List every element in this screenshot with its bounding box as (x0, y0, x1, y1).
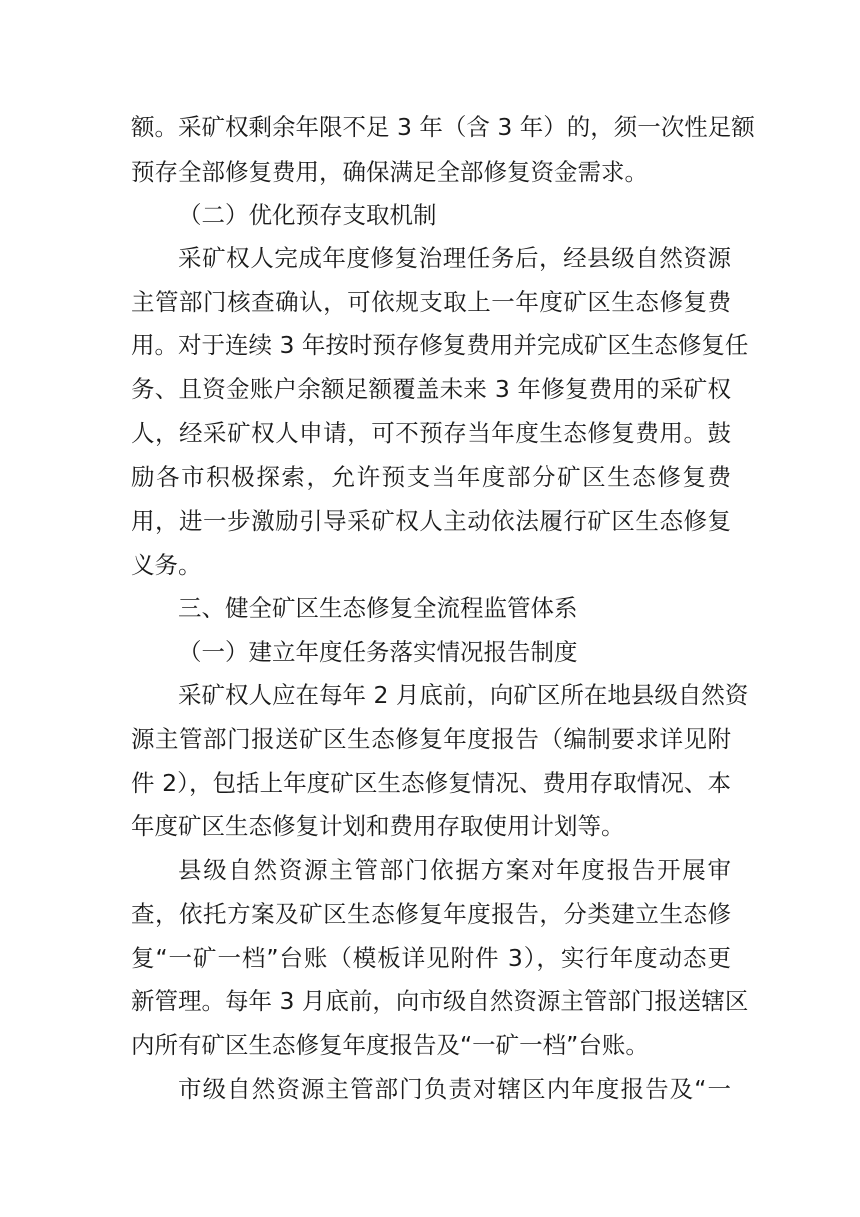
text-line: 县级自然资源主管部门依据方案对年度报告开展审 (178, 856, 731, 884)
text-line: 年度矿区生态修复计划和费用存取使用计划等。 (131, 812, 625, 840)
text-line: 查，依托方案及矿区生态修复年度报告，分类建立生态修 (131, 900, 731, 928)
text-line: 用。对于连续 3 年按时预存修复费用并完成矿区生态修复任 (131, 331, 749, 359)
text-line: 义务。 (131, 551, 202, 579)
text-line: 预存全部修复费用，确保满足全部修复资金需求。 (131, 158, 648, 186)
section-subheading: （二）优化预存支取机制 (178, 201, 437, 229)
text-line: 人，经采矿权人申请，可不预存当年度生态修复费用。鼓 (131, 419, 731, 447)
text-line: 采矿权人应在每年 2 月底前，向矿区所在地县级自然资 (178, 681, 749, 709)
text-line: 励各市积极探索，允许预支当年度部分矿区生态修复费 (131, 463, 731, 491)
text-line: 复“一矿一档”台账（模板详见附件 3），实行年度动态更 (131, 944, 731, 972)
text-line: 主管部门核查确认，可依规支取上一年度矿区生态修复费 (131, 288, 731, 316)
text-line: 额。采矿权剩余年限不足 3 年（含 3 年）的，须一次性足额 (131, 113, 755, 141)
text-line: 内所有矿区生态修复年度报告及“一矿一档”台账。 (131, 1031, 649, 1059)
text-line: 源主管部门报送矿区生态修复年度报告（编制要求详见附 (131, 725, 731, 753)
text-line: 件 2），包括上年度矿区生态修复情况、费用存取情况、本 (131, 769, 731, 797)
text-line: 务、且资金账户余额足额覆盖未来 3 年修复费用的采矿权 (131, 375, 731, 403)
section-subheading: （一）建立年度任务落实情况报告制度 (178, 638, 578, 666)
text-line: 用，进一步激励引导采矿权人主动依法履行矿区生态修复 (131, 507, 731, 535)
text-line: 市级自然资源主管部门负责对辖区内年度报告及“一 (178, 1075, 731, 1103)
text-line: 新管理。每年 3 月底前，向市级自然资源主管部门报送辖区 (131, 987, 749, 1015)
section-heading: 三、健全矿区生态修复全流程监管体系 (178, 594, 578, 622)
text-line: 采矿权人完成年度修复治理任务后，经县级自然资源 (178, 244, 731, 272)
